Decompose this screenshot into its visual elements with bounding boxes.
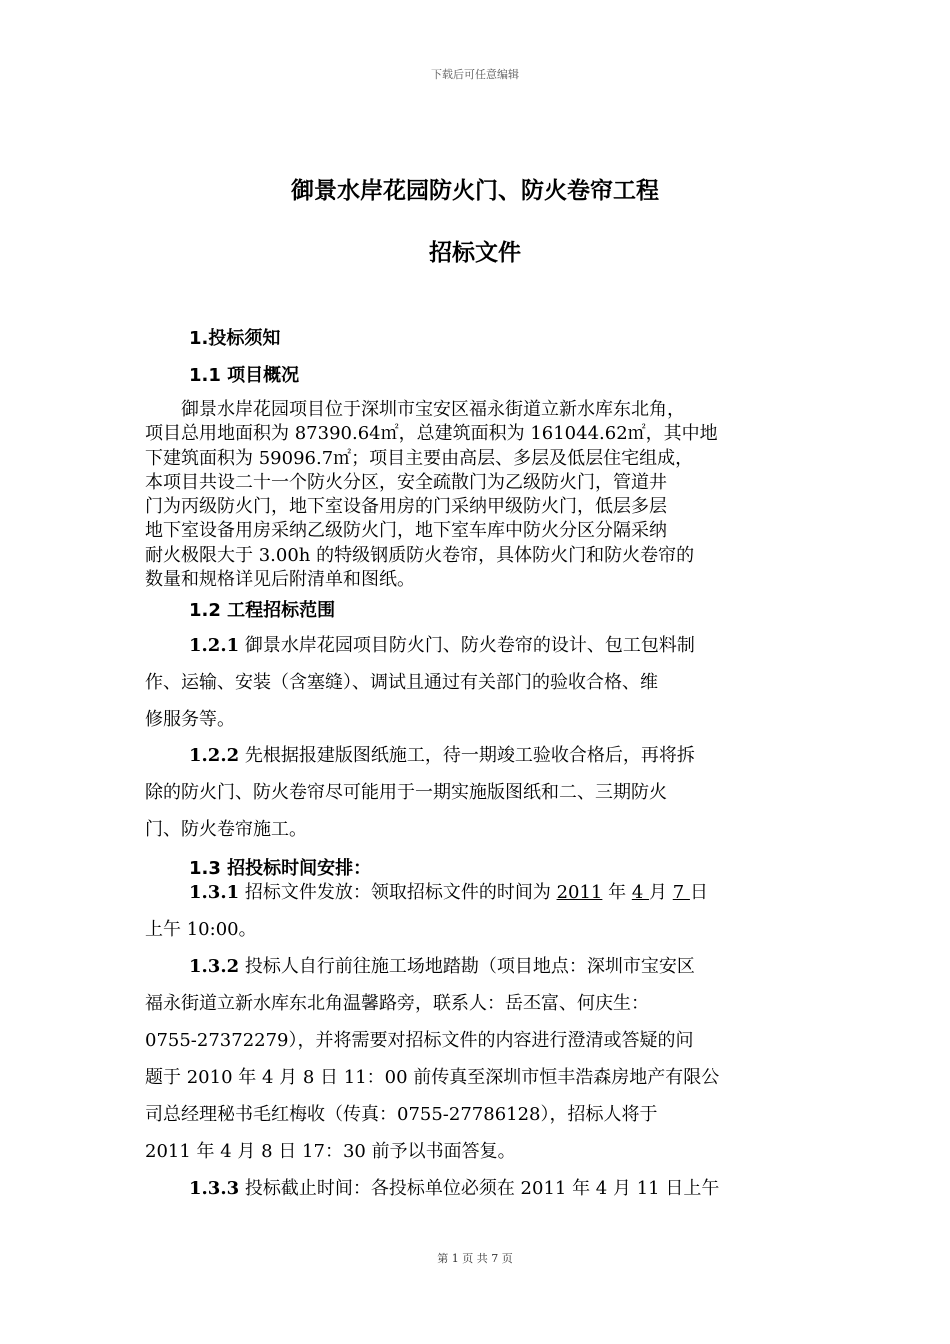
section-heading-1-1: 1.1 项目概况: [189, 365, 300, 386]
year-unit: 年: [602, 882, 632, 903]
clause-text: 0755-27372279），并将需要对招标文件的内容进行澄清或答疑的问: [145, 1030, 694, 1051]
paragraph-1-2-2: [145, 737, 815, 848]
section-heading-1-3: 1.3 招投标时间安排：: [189, 858, 372, 879]
clause-text: 投标人自行前往施工场地踏勘（项目地点：深圳市宝安区: [239, 956, 695, 977]
clause-text: 上午 10:00。: [145, 919, 257, 940]
clause-text: 福永街道立新水库东北角温馨路旁，联系人：岳丕富、何庆生：: [145, 993, 649, 1014]
overview-line: 下建筑面积为 59096.7㎡；项目主要由高层、多层及低层住宅组成，: [145, 447, 694, 469]
clause-text: 门、防火卷帘施工。: [145, 819, 307, 840]
clause-text: 御景水岸花园项目防火门、防火卷帘的设计、包工包料制: [239, 635, 695, 656]
overview-line: 本项目共设二十一个防火分区，安全疏散门为乙级防火门，管道井: [145, 471, 667, 493]
clause-number: 1.2.2: [189, 745, 240, 766]
overview-line: 数量和规格详见后附清单和图纸。: [145, 569, 415, 591]
issue-month: 4: [631, 882, 650, 903]
day-unit: 日: [689, 882, 708, 903]
section-heading-1: 1.投标须知: [189, 328, 281, 349]
overview-line: 御景水岸花园项目位于深圳市宝安区福永街道立新水库东北角，: [145, 399, 685, 420]
clause-number: 1.3.2: [189, 956, 240, 977]
clause-text: 修服务等。: [145, 709, 235, 730]
month-unit: 月: [649, 882, 673, 903]
clause-text: 除的防火门、防火卷帘尽可能用于一期实施版图纸和二、三期防火: [145, 782, 667, 803]
clause-text: 作、运输、安装（含塞缝）、调试且通过有关部门的验收合格、维: [145, 672, 658, 693]
overview-line: 项目总用地面积为 87390.64㎡，总建筑面积为 161044.62㎡，其中地: [145, 423, 718, 445]
overview-line: 地下室设备用房采纳乙级防火门，地下室车库中防火分区分隔采纳: [145, 520, 667, 542]
clause-number: 1.3.1: [189, 882, 240, 903]
project-overview-paragraph: [145, 398, 815, 592]
clause-number: 1.3.3: [189, 1178, 240, 1199]
clause-number: 1.2.1: [189, 635, 240, 656]
clause-text: 招标文件发放：领取招标文件的时间为: [239, 882, 557, 903]
issue-day: 7: [672, 882, 690, 903]
clause-text: 司总经理秘书毛红梅收（传真：0755-27786128），招标人将于: [145, 1104, 658, 1125]
document-title: 御景水岸花园防火门、防火卷帘工程: [291, 178, 659, 204]
issue-year: 2011: [556, 882, 603, 903]
overview-line: 门为丙级防火门，地下室设备用房的门采纳甲级防火门，低层多层: [145, 496, 667, 518]
clause-text: 题于 2010 年 4 月 8 日 11：00 前传真至深圳市恒丰浩森房地产有限公: [145, 1067, 720, 1088]
clause-text: 投标截止时间：各投标单位必须在 2011 年 4 月 11 日上午: [239, 1178, 720, 1199]
page-header: 下载后可任意编辑: [431, 68, 519, 81]
paragraph-1-3-1: [145, 874, 815, 948]
paragraph-1-3-2: [145, 948, 815, 1170]
document-subtitle: 招标文件: [429, 240, 521, 266]
paragraph-1-2-1: [145, 627, 815, 738]
clause-text: 2011 年 4 月 8 日 17：30 前予以书面答复。: [145, 1141, 516, 1162]
paragraph-1-3-3: [145, 1170, 815, 1207]
clause-text: 先根据报建版图纸施工，待一期竣工验收合格后，再将拆: [239, 745, 695, 766]
overview-line: 耐火极限大于 3.00h 的特级钢质防火卷帘，具体防火门和防火卷帘的: [145, 544, 695, 566]
section-heading-1-2: 1.2 工程招标范围: [189, 600, 336, 621]
page-footer: 第 1 页 共 7 页: [437, 1252, 513, 1265]
